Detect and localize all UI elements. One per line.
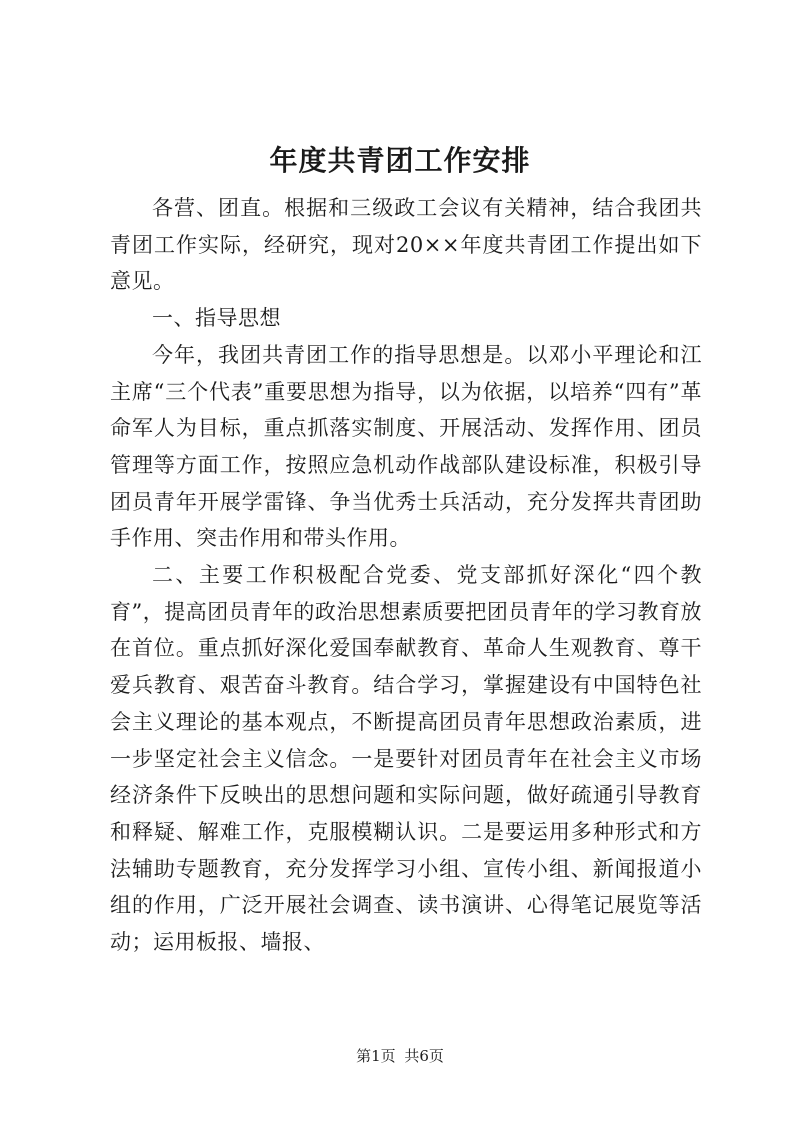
page-footer (0, 1046, 800, 1066)
document-title: 年度共青团工作安排 (269, 144, 531, 177)
paragraph-intro: 各营、团直。根据和三级政工会议有关精神，结合我团共青团工作实际，经研究，现对20××年度共青团工作提出如下意见。 (110, 196, 702, 294)
paragraph-guiding-ideology: 今年，我团共青团工作的指导思想是。以邓小平理论和江主席“三个代表”重要思想为指导，以为依据，以培养“四有”革命军人为目标，重点抓落实制度、开展活动、发挥作用、团员管理等方面工作，按照应急机动作战部队建设标准，积极引导团员青年开展学雷锋、争当优秀士兵活动，充分发挥共青团助手作用、突击作用和带头作用。 (110, 342, 702, 551)
section-heading-guiding-ideology: 一、指导思想 (152, 306, 281, 331)
paragraph-main-work: 二、主要工作积极配合党委、党支部抓好深化“四个教育”，提高团员青年的政治思想素质要把团员青年的学习教育放在首位。重点抓好深化爱国奉献教育、革命人生观教育、尊干爱兵教育、艰苦奋斗教育。结合学习，掌握建设有中国特色社会主义理论的基本观点，不断提高团员青年思想政治素质，进一步坚定社会主义信念。一是要针对团员青年在社会主义市场经济条件下反映出的思想问题和实际问题，做好疏通引导教育和释疑、解难工作，克服模糊认识。二是要运用多种形式和方法辅助专题教育，充分发挥学习小组、宣传小组、新闻报道小组的作用，广泛开展社会调查、读书演讲、心得笔记展览等活动；运用板报、墙报、 (110, 563, 702, 955)
page-number: 第1页 (356, 1047, 396, 1065)
page-total: 共6页 (404, 1047, 444, 1065)
document-body (110, 190, 702, 961)
